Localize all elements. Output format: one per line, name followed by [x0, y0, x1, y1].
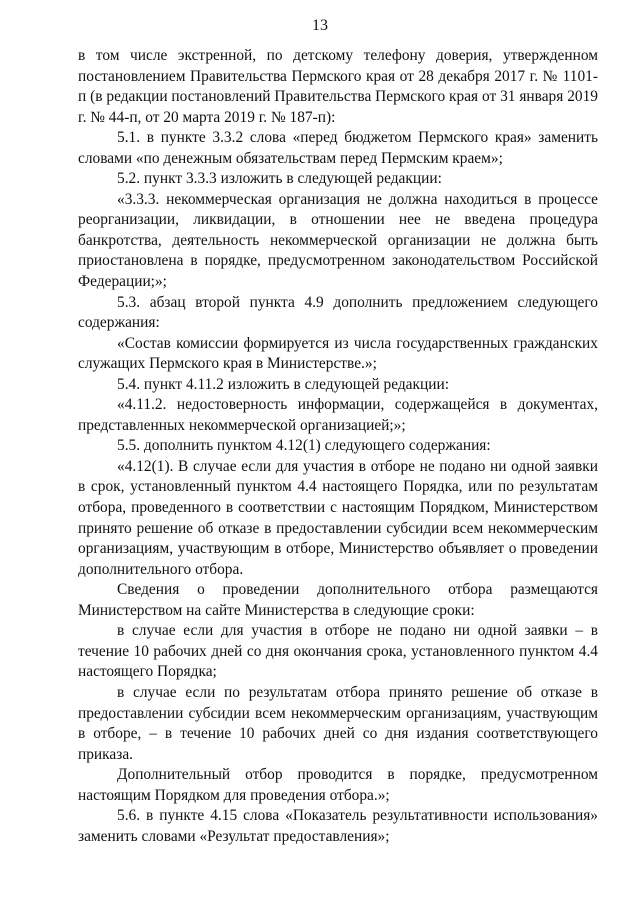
paragraph-5-1: 5.1. в пункте 3.3.2 слова «перед бюджетом Пермского края» заменить словами «по денежным обязательствам перед Пермским краем»; [78, 129, 598, 167]
paragraph-4-11-2-quote: «4.11.2. недостоверность информации, содержащейся в документах, представленных некоммерческой организацией;»; [78, 396, 598, 434]
paragraph-additional-selection: Дополнительный отбор проводится в порядке, предусмотренном настоящим Порядком для проведения отбора.»; [78, 766, 598, 804]
paragraph-refusal-decision: в случае если по результатам отбора принято решение об отказе в предоставлении субсидии всем некоммерческим организациям, участвующим в отборе, – в течение 10 рабочих дней со дня издания соответствующего приказа. [78, 683, 598, 763]
paragraph-5-2: 5.2. пункт 3.3.3 изложить в следующей редакции: [117, 170, 442, 188]
page-number: 13 [312, 17, 328, 34]
paragraph-commission-quote: «Состав комиссии формируется из числа государственных гражданских служащих Пермского края в Министерстве.»; [78, 334, 598, 373]
paragraph-5-3: 5.3. абзац второй пункта 4.9 дополнить предложением следующего содержания: [78, 293, 598, 332]
paragraph-info-placement: Сведения о проведении дополнительного отбора размещаются Министерством на сайте Министерства в следующие сроки: [78, 581, 598, 619]
paragraph-5-5: 5.5. дополнить пунктом 4.12(1) следующего содержания: [117, 437, 491, 455]
paragraph-5-6: 5.6. в пункте 4.15 слова «Показатель результативности использования» заменить словами «Результат предоставления»; [78, 807, 598, 845]
paragraph-5-4: 5.4. пункт 4.11.2 изложить в следующей редакции: [117, 375, 449, 393]
paragraph-4-12-1-quote: «4.12(1). В случае если для участия в отборе не подано ни одной заявки в срок, установленный пунктом 4.4 настоящего Порядка, или по результатам отбора, проведенного в соответствии с настоящим Порядком, Министерством принято решение об отказе в предоставлении субсидии всем некоммерческим организациям, участвующим в отборе, Министерство объявляет о проведении дополнительного отбора. [78, 457, 598, 578]
document-body [78, 46, 598, 847]
paragraph-3-3-3-quote: «3.3.3. некоммерческая организация не должна находиться в процессе реорганизации, ликвидации, в отношении нее не введена процедура банкротства, деятельность некоммерческой организации не должна быть приостановлена в порядке, предусмотренном законодательством Российской Федерации;»; [78, 190, 598, 291]
paragraph-intro: в том числе экстренной, по детскому телефону доверия, утвержденном постановлением Правительства Пермского края от 28 декабря 2017 г. № 1101-п (в редакции постановлений Правительства Пермского края от 31 января 2019 г. № 44-п, от 20 марта 2019 г. № 187-п): [78, 47, 598, 126]
paragraph-no-applications: в случае если для участия в отборе не подано ни одной заявки – в течение 10 рабочих дней со дня окончания срока, установленного пунктом 4.4 настоящего Порядка; [78, 622, 598, 681]
